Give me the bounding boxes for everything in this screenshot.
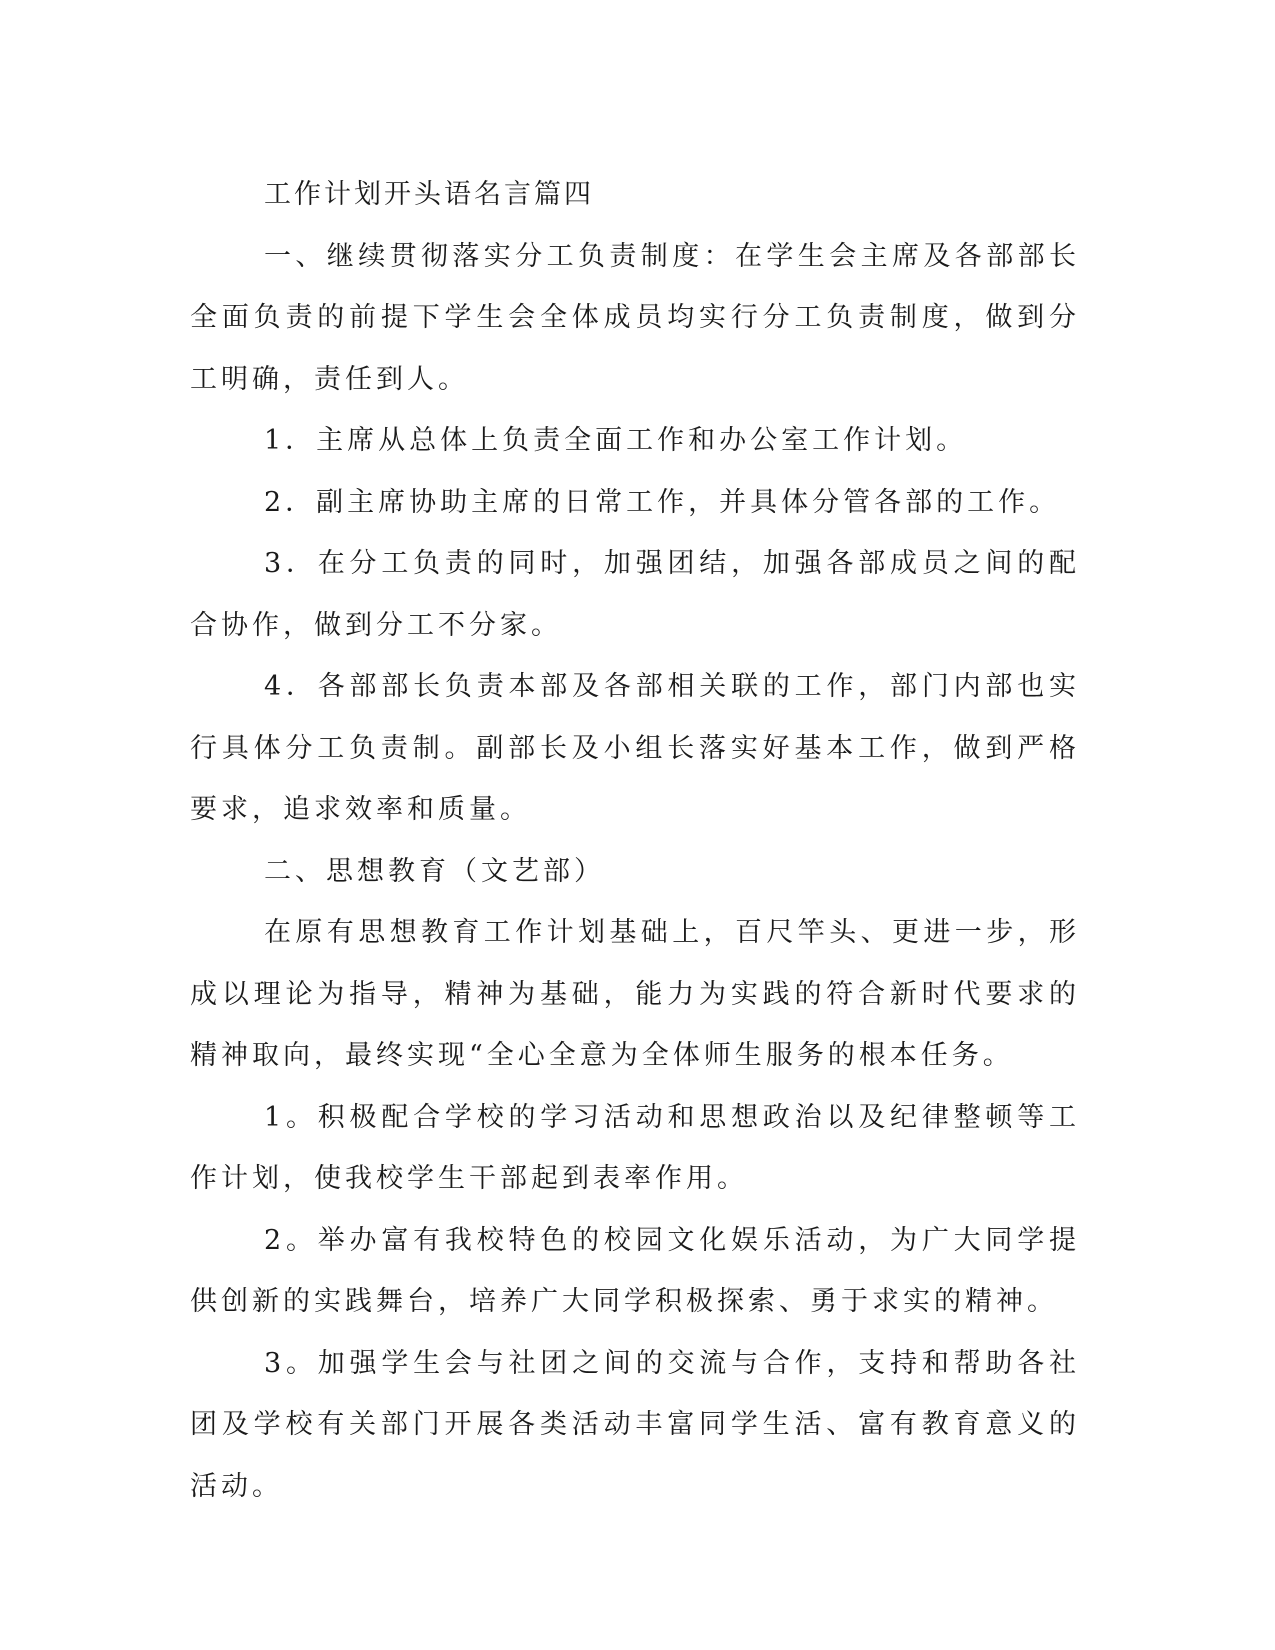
- list-item: 1．主席从总体上负责全面工作和办公室工作计划。: [264, 425, 968, 456]
- section-heading-division-of-labor: 一、继续贯彻落实分工负责制度：在学生会主席及各部部长全面负责的前提下学生会全体成员均实行分工负责制度，做到分工明确，责任到人。: [190, 240, 1080, 395]
- list-item: 3．在分工负责的同时，加强团结，加强各部成员之间的配合协作，做到分工不分家。: [190, 548, 1080, 641]
- list-item: 2．副主席协助主席的日常工作，并具体分管各部的工作。: [264, 486, 1061, 518]
- section-heading-ideological-education: 二、思想教育（文艺部）: [264, 855, 605, 887]
- list-item: 4．各部部长负责本部及各部相关联的工作，部门内部也实行具体分工负责制。副部长及小组长落实好基本工作，做到严格要求，追求效率和质量。: [190, 671, 1080, 825]
- document-title: 工作计划开头语名言篇四: [264, 179, 594, 210]
- list-item: 3。加强学生会与社团之间的交流与合作，支持和帮助各社团及学校有关部门开展各类活动丰富同学生活、富有教育意义的活动。: [190, 1347, 1080, 1502]
- list-item: 2。举办富有我校特色的校园文化娱乐活动，为广大同学提供创新的实践舞台，培养广大同学积极探索、勇于求实的精神。: [190, 1224, 1080, 1317]
- list-item: 1。积极配合学校的学习活动和思想政治以及纪律整顿等工作计划，使我校学生干部起到表率作用。: [190, 1101, 1080, 1194]
- document-body: [190, 164, 1080, 1517]
- body-paragraph: 在原有思想教育工作计划基础上，百尺竿头、更进一步，形成以理论为指导，精神为基础，能力为实践的符合新时代要求的精神取向，最终实现“全心全意为全体师生服务的根本任务。: [190, 917, 1080, 1071]
